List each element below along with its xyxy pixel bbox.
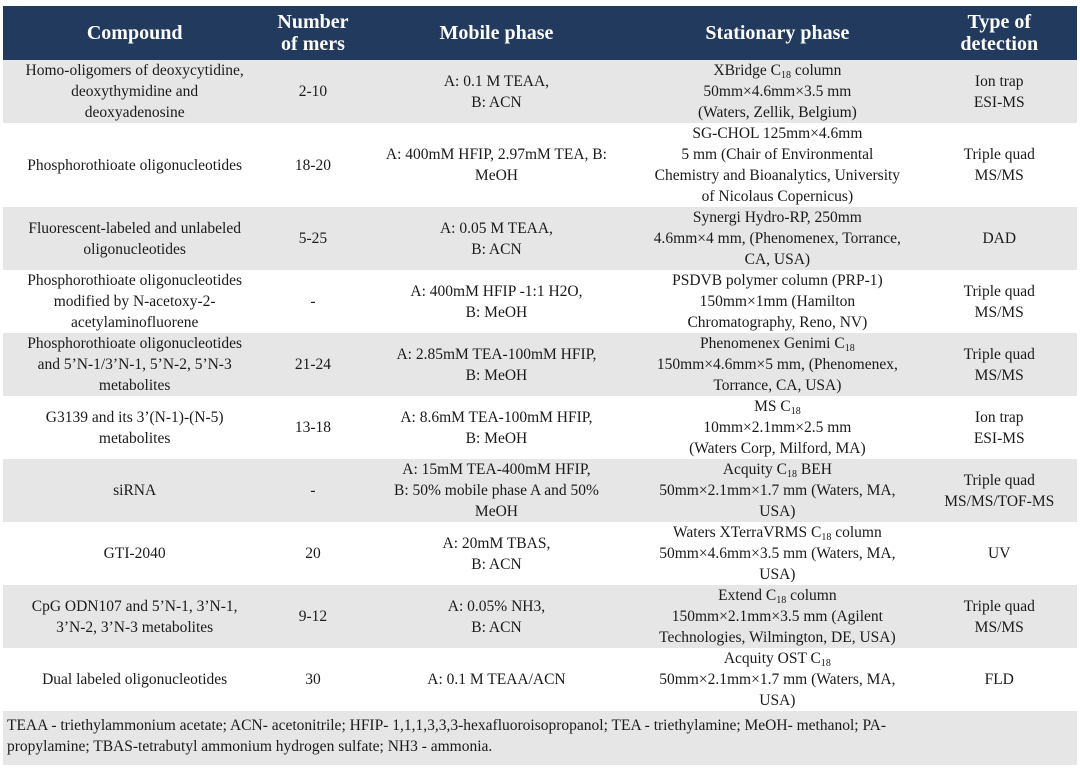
mobile-phase-line: A: 0.1 M TEAA/ACN: [427, 671, 566, 688]
mobile-phase-line: A: 20mM TBAS,: [442, 534, 551, 552]
mers-text: -: [310, 293, 316, 310]
mobile-phase-line: B: MeOH: [465, 429, 528, 447]
mobile-phase-cell: [360, 270, 634, 333]
detection-line: Ion trap: [974, 72, 1024, 90]
mobile-phase-line: A: 0.05 M TEAA,: [439, 219, 553, 237]
table-row: [3, 60, 1077, 123]
stationary-line: [637, 564, 917, 585]
stationary-text: MS C: [754, 398, 791, 415]
stationary-line: [637, 144, 917, 165]
stationary-phase-cell: [633, 585, 921, 648]
compound-cell: [3, 123, 266, 207]
stationary-line: [637, 501, 917, 522]
stationary-text: (Waters Corp, Milford, MA): [689, 440, 866, 457]
mobile-phase-line: MeOH: [474, 503, 518, 520]
mers-cell: [266, 648, 359, 711]
detection-line: MS/MS: [974, 618, 1024, 636]
stationary-text: column: [831, 524, 882, 541]
table-row: [3, 648, 1077, 711]
mers-text: 2-10: [298, 83, 328, 100]
mobile-phase-line: A: 2.85mM TEA-100mM HFIP,: [396, 345, 597, 363]
mers-cell: [266, 396, 359, 459]
mers-cell: [266, 585, 359, 648]
stationary-line: [637, 690, 917, 711]
stationary-line: [637, 312, 917, 333]
detection-line: MS/MS/TOF-MS: [944, 492, 1055, 510]
stationary-line: [637, 186, 917, 207]
stationary-text: Phenomenex Genimi C: [700, 335, 845, 352]
stationary-line: [637, 165, 917, 186]
footnote-row: [3, 711, 1077, 765]
mobile-phase-line: B: MeOH: [465, 303, 528, 321]
compound-line: oligonucleotides: [83, 240, 186, 258]
compound-line: Homo-oligomers of deoxycytidine,: [25, 62, 244, 79]
compound-line: modified by N-acetoxy-2-: [53, 293, 216, 310]
table-row: [3, 459, 1077, 522]
table-row: [3, 522, 1077, 585]
detection-cell: [921, 396, 1077, 459]
mobile-phase-cell: [360, 123, 634, 207]
stationary-text: Acquity OST C: [723, 650, 821, 667]
detection-cell: [921, 123, 1077, 207]
compound-line: acetylaminofluorene: [70, 314, 199, 331]
stationary-text: 50mm×2.1mm×1.7 mm (Waters, MA,: [659, 671, 896, 688]
stationary-line: [637, 123, 917, 144]
stationary-phase-cell: [633, 396, 921, 459]
subscript-text: 18: [790, 406, 801, 417]
stationary-text: XBridge C: [713, 62, 781, 79]
stationary-text: CA, USA): [744, 251, 811, 268]
compound-cell: [3, 396, 266, 459]
mobile-phase-line: B: ACN: [471, 618, 522, 636]
mobile-phase-line: A: 400mM HFIP, 2.97mM TEA, B:: [385, 146, 607, 163]
mers-cell: [266, 123, 359, 207]
stationary-text: 150mm×1mm (Hamilton: [699, 293, 856, 310]
mobile-phase-cell: [360, 459, 634, 522]
table-row: [3, 270, 1077, 333]
stationary-line: [637, 606, 917, 627]
mers-text: 9-12: [298, 608, 328, 625]
stationary-text: Acquity C: [722, 461, 788, 478]
stationary-text: 50mm×2.1mm×1.7 mm (Waters, MA,: [659, 482, 896, 499]
stationary-line: [637, 627, 917, 648]
stationary-line: [637, 60, 917, 81]
hplc-conditions-table: [3, 6, 1077, 765]
compound-line: metabolites: [98, 429, 171, 447]
detection-line: Triple quad: [963, 146, 1035, 163]
header-type-of-detection: [921, 6, 1077, 60]
stationary-line: [637, 207, 917, 228]
mobile-phase-cell: [360, 60, 634, 123]
header-number-of-mers: [266, 6, 359, 60]
detection-cell: [921, 459, 1077, 522]
mers-text: 5-25: [298, 230, 328, 247]
stationary-text: 150mm×4.6mm×5 mm, (Phenomenex,: [656, 356, 898, 373]
stationary-text: 5 mm (Chair of Environmental: [681, 146, 874, 163]
stationary-line: [637, 648, 917, 669]
stationary-text: SG-CHOL 125mm×4.6mm: [692, 125, 863, 142]
detection-line: Triple quad: [963, 345, 1035, 363]
compound-cell: [3, 333, 266, 396]
header-compound: Compound: [3, 6, 266, 60]
stationary-text: 4.6mm×4 mm, (Phenomenex, Torrance,: [653, 230, 901, 247]
detection-line: UV: [988, 545, 1011, 562]
stationary-line: [637, 228, 917, 249]
stationary-phase-cell: [633, 333, 921, 396]
subscript-text: 18: [780, 70, 791, 81]
compound-line: CpG ODN107 and 5’N-1, 3’N-1,: [31, 597, 238, 615]
detection-line: ESI-MS: [973, 93, 1025, 111]
compound-line: Phosphorothioate oligonucleotides: [27, 335, 243, 352]
stationary-line: [637, 417, 917, 438]
subscript-text: 18: [776, 595, 787, 606]
header-row: [3, 6, 1077, 60]
stationary-text: USA): [759, 503, 796, 520]
stationary-text: 150mm×2.1mm×3.5 mm (Agilent: [671, 608, 883, 625]
subscript-text: 18: [821, 532, 832, 543]
compound-line: G3139 and its 3’(N-1)-(N-5): [45, 408, 224, 426]
subscript-text: 18: [787, 469, 798, 480]
stationary-text: Technologies, Wilmington, DE, USA): [659, 629, 896, 646]
compound-line: Phosphorothioate oligonucleotides: [27, 272, 243, 289]
stationary-phase-cell: [633, 270, 921, 333]
stationary-text: Chromatography, Reno, NV): [687, 314, 868, 331]
stationary-line: [637, 459, 917, 480]
stationary-text: USA): [759, 692, 796, 709]
header-stationary-phase: Stationary phase: [633, 6, 921, 60]
mobile-phase-cell: [360, 207, 634, 270]
detection-line: Triple quad: [963, 597, 1035, 615]
detection-cell: [921, 333, 1077, 396]
detection-cell: [921, 522, 1077, 585]
header-detection-line1: Type of: [967, 11, 1031, 33]
mobile-phase-line: A: 400mM HFIP -1:1 H2O,: [410, 282, 583, 300]
detection-line: MS/MS: [974, 167, 1024, 184]
stationary-phase-cell: [633, 123, 921, 207]
table-body: [3, 60, 1077, 765]
stationary-line: [637, 354, 917, 375]
subscript-text: 18: [820, 658, 831, 669]
stationary-line: [637, 249, 917, 270]
table-row: [3, 396, 1077, 459]
stationary-phase-cell: [633, 60, 921, 123]
detection-line: Ion trap: [974, 408, 1024, 426]
stationary-text: 50mm×4.6mm×3.5 mm: [703, 83, 852, 100]
header-detection-line2: detection: [960, 33, 1039, 55]
detection-line: Triple quad: [963, 471, 1035, 489]
table-row: [3, 207, 1077, 270]
stationary-phase-cell: [633, 522, 921, 585]
mers-text: 30: [305, 671, 321, 688]
mobile-phase-line: B: ACN: [471, 93, 522, 111]
stationary-text: USA): [759, 566, 796, 583]
stationary-line: [637, 522, 917, 543]
detection-line: Triple quad: [963, 282, 1035, 300]
mobile-phase-line: B: 50% mobile phase A and 50%: [393, 482, 599, 499]
mobile-phase-line: A: 0.05% NH3,: [447, 597, 546, 615]
compound-cell: [3, 522, 266, 585]
mobile-phase-line: MeOH: [474, 167, 518, 184]
mers-text: 13-18: [294, 419, 332, 436]
mobile-phase-line: B: ACN: [471, 240, 522, 258]
compound-cell: [3, 648, 266, 711]
compound-line: deoxythymidine and: [71, 83, 199, 100]
compound-line: Dual labeled oligonucleotides: [42, 671, 228, 688]
stationary-line: [637, 543, 917, 564]
stationary-line: [637, 480, 917, 501]
stationary-text: 10mm×2.1mm×2.5 mm: [703, 419, 852, 436]
stationary-line: [637, 375, 917, 396]
compound-line: and 5’N-1/3’N-1, 5’N-2, 5’N-3: [37, 356, 232, 373]
stationary-line: [637, 81, 917, 102]
stationary-line: [637, 333, 917, 354]
footnote-line2: propylamine; TBAS-tetrabutyl ammonium hydrogen sulfate; NH3 - ammonia.: [7, 738, 493, 755]
stationary-text: Synergi Hydro-RP, 250mm: [692, 209, 862, 226]
table-row: [3, 585, 1077, 648]
stationary-text: Chemistry and Bioanalytics, University: [654, 167, 901, 184]
detection-cell: [921, 270, 1077, 333]
mers-text: -: [310, 482, 316, 499]
detection-line: MS/MS: [974, 366, 1024, 384]
stationary-phase-cell: [633, 207, 921, 270]
stationary-text: Waters XTerraVRMS C: [673, 524, 822, 541]
stationary-line: [637, 270, 917, 291]
detection-cell: [921, 585, 1077, 648]
table-row: [3, 123, 1077, 207]
stationary-line: [637, 291, 917, 312]
compound-cell: [3, 207, 266, 270]
stationary-phase-cell: [633, 459, 921, 522]
footnote-line1: TEAA - triethylammonium acetate; ACN- acetonitrile; HFIP- 1,1,1,3,3,3-hexafluoroisopropanol; TEA - triethylamine; MeOH- methanol; PA-: [7, 717, 887, 734]
mobile-phase-line: B: ACN: [471, 555, 522, 573]
mobile-phase-line: A: 15mM TEA-400mM HFIP,: [402, 461, 591, 478]
stationary-line: [637, 585, 917, 606]
compound-line: deoxyadenosine: [84, 104, 185, 121]
mobile-phase-line: A: 8.6mM TEA-100mM HFIP,: [400, 408, 593, 426]
table-row: [3, 333, 1077, 396]
header-mobile-phase: Mobile phase: [360, 6, 634, 60]
mers-cell: [266, 270, 359, 333]
mobile-phase-cell: [360, 648, 634, 711]
stationary-text: Extend C: [718, 587, 777, 604]
compound-cell: [3, 459, 266, 522]
compound-line: 3’N-2, 3’N-3 metabolites: [56, 618, 214, 636]
compound-cell: [3, 270, 266, 333]
mobile-phase-cell: [360, 522, 634, 585]
mobile-phase-cell: [360, 333, 634, 396]
detection-line: MS/MS: [974, 303, 1024, 321]
compound-line: Fluorescent-labeled and unlabeled: [28, 219, 241, 237]
header-mers-line2: of mers: [281, 33, 345, 55]
stationary-line: [637, 438, 917, 459]
stationary-line: [637, 669, 917, 690]
compound-line: Phosphorothioate oligonucleotides: [27, 156, 243, 174]
footnote-cell: [3, 711, 1077, 765]
stationary-phase-cell: [633, 648, 921, 711]
mers-cell: [266, 207, 359, 270]
compound-line: GTI-2040: [103, 545, 166, 562]
detection-cell: [921, 60, 1077, 123]
stationary-text: of Nicolaus Copernicus): [701, 188, 854, 205]
mers-cell: [266, 459, 359, 522]
mers-text: 18-20: [294, 156, 332, 174]
stationary-text: Torrance, CA, USA): [713, 377, 842, 394]
mers-cell: [266, 60, 359, 123]
stationary-line: [637, 396, 917, 417]
mobile-phase-cell: [360, 396, 634, 459]
detection-cell: [921, 648, 1077, 711]
stationary-text: (Waters, Zellik, Belgium): [697, 104, 857, 121]
mers-cell: [266, 522, 359, 585]
subscript-text: 18: [844, 343, 855, 354]
detection-line: DAD: [982, 230, 1017, 247]
compound-line: metabolites: [98, 377, 171, 394]
stationary-text: BEH: [797, 461, 832, 478]
stationary-text: PSDVB polymer column (PRP-1): [672, 272, 883, 289]
detection-line: ESI-MS: [973, 429, 1025, 447]
mobile-phase-cell: [360, 585, 634, 648]
stationary-text: column: [786, 587, 837, 604]
compound-cell: [3, 60, 266, 123]
mers-text: 21-24: [294, 356, 332, 373]
mobile-phase-line: A: 0.1 M TEAA,: [443, 72, 550, 90]
stationary-line: [637, 102, 917, 123]
mobile-phase-line: B: MeOH: [465, 366, 528, 384]
header-mers-line1: Number: [277, 11, 349, 33]
detection-cell: [921, 207, 1077, 270]
mers-cell: [266, 333, 359, 396]
mers-text: 20: [305, 545, 321, 562]
stationary-text: column: [790, 62, 842, 79]
compound-cell: [3, 585, 266, 648]
compound-line: siRNA: [113, 482, 157, 499]
detection-line: FLD: [984, 671, 1014, 688]
stationary-text: 50mm×4.6mm×3.5 mm (Waters, MA,: [659, 545, 896, 562]
